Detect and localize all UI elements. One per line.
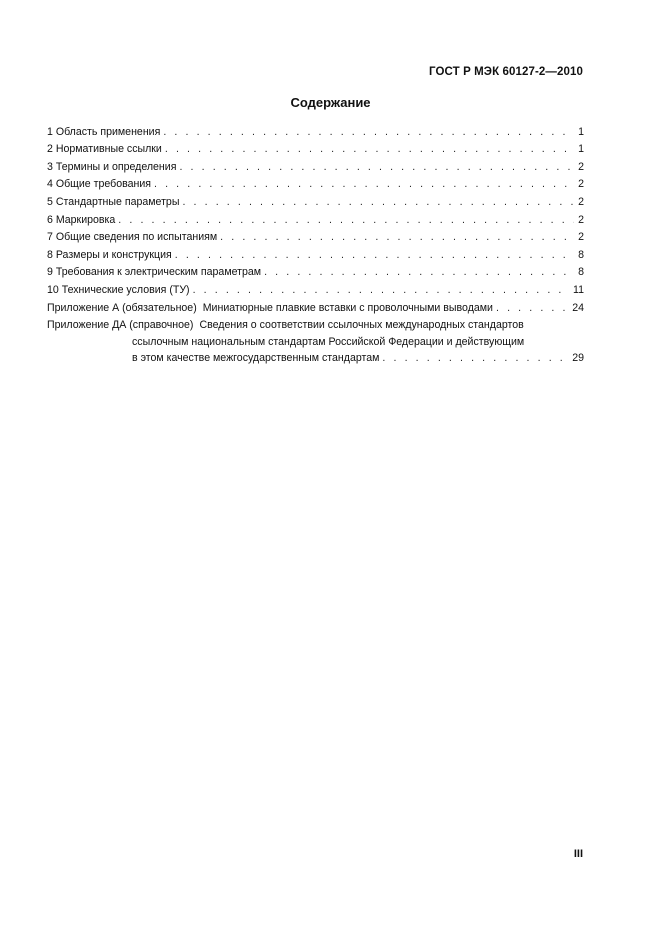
appendix-label: Приложение А (обязательное) bbox=[47, 301, 197, 314]
toc-item-page: 8 bbox=[578, 248, 584, 261]
toc-item-page: 1 bbox=[578, 125, 584, 138]
appendix-da-line-3 bbox=[47, 349, 584, 366]
toc-item-page: 8 bbox=[578, 266, 584, 279]
toc-item-label: 7 Общие сведения по испытаниям bbox=[47, 231, 218, 244]
toc-item-page: 2 bbox=[578, 231, 584, 244]
appendix-page: 24 bbox=[572, 301, 584, 314]
appendix-title-continued: в этом качестве межгосударственным стандартам bbox=[132, 352, 380, 365]
toc-leader-dots bbox=[163, 126, 574, 139]
toc-leader-dots bbox=[179, 161, 574, 174]
appendix-title: Сведения о соответствии ссылочных международных стандартов bbox=[199, 319, 524, 332]
toc-leader-dots bbox=[193, 284, 569, 297]
appendix-a-line-1 bbox=[47, 297, 584, 315]
toc-item-label: 8 Размеры и конструкция bbox=[47, 248, 172, 261]
appendix-da-line-1 bbox=[47, 315, 584, 333]
toc-item-4[interactable] bbox=[47, 174, 584, 192]
toc-leader-dots bbox=[118, 214, 574, 227]
toc-item-page: 2 bbox=[578, 195, 584, 208]
toc-item-6[interactable] bbox=[47, 209, 584, 227]
toc-item-9[interactable] bbox=[47, 262, 584, 280]
appendix-page: 29 bbox=[572, 352, 584, 365]
toc-item-7[interactable] bbox=[47, 227, 584, 245]
toc-item-page: 11 bbox=[573, 283, 584, 296]
toc-leader-dots bbox=[496, 302, 568, 315]
toc-item-page: 2 bbox=[578, 160, 584, 173]
toc-item-2[interactable] bbox=[47, 139, 584, 157]
page-title: Содержание bbox=[290, 95, 371, 110]
appendix-title: Миниатюрные плавкие вставки с проволочными выводами bbox=[202, 301, 493, 314]
appendix-a[interactable] bbox=[47, 297, 584, 315]
appendix-title-continued: ссылочным национальным стандартам Российской Федерации и действующим bbox=[132, 335, 525, 348]
toc-item-3[interactable] bbox=[47, 156, 584, 174]
toc-item-8[interactable] bbox=[47, 244, 584, 262]
appendix-da[interactable] bbox=[47, 315, 584, 366]
toc-leader-dots bbox=[220, 231, 574, 244]
page-number: III bbox=[573, 848, 583, 860]
toc-leader-dots bbox=[182, 196, 574, 209]
toc-item-label: 2 Нормативные ссылки bbox=[47, 143, 162, 156]
appendix-label: Приложение ДА (справочное) bbox=[47, 319, 194, 332]
toc-leader-dots bbox=[382, 352, 568, 365]
toc-leader-dots bbox=[175, 249, 574, 262]
table-of-contents bbox=[47, 121, 584, 365]
toc-leader-dots bbox=[165, 143, 574, 156]
toc-item-1[interactable] bbox=[47, 121, 584, 139]
toc-item-5[interactable] bbox=[47, 191, 584, 209]
toc-item-page: 2 bbox=[578, 213, 584, 226]
toc-item-label: 6 Маркировка bbox=[47, 213, 116, 226]
toc-item-label: 10 Технические условия (ТУ) bbox=[47, 283, 190, 296]
toc-leader-dots bbox=[264, 266, 574, 279]
toc-item-label: 1 Область применения bbox=[47, 125, 161, 138]
toc-item-label: 3 Термины и определения bbox=[47, 160, 177, 173]
appendix-da-line-2 bbox=[47, 332, 584, 349]
toc-item-page: 1 bbox=[578, 143, 584, 156]
toc-item-label: 9 Требования к электрическим параметрам bbox=[47, 266, 262, 279]
toc-item-label: 4 Общие требования bbox=[47, 178, 151, 191]
toc-item-10[interactable] bbox=[47, 279, 584, 297]
toc-item-label: 5 Стандартные параметры bbox=[47, 195, 180, 208]
toc-leader-dots bbox=[154, 178, 574, 191]
toc-item-page: 2 bbox=[578, 178, 584, 191]
standard-code-header: ГОСТ Р МЭК 60127-2—2010 bbox=[429, 66, 583, 78]
